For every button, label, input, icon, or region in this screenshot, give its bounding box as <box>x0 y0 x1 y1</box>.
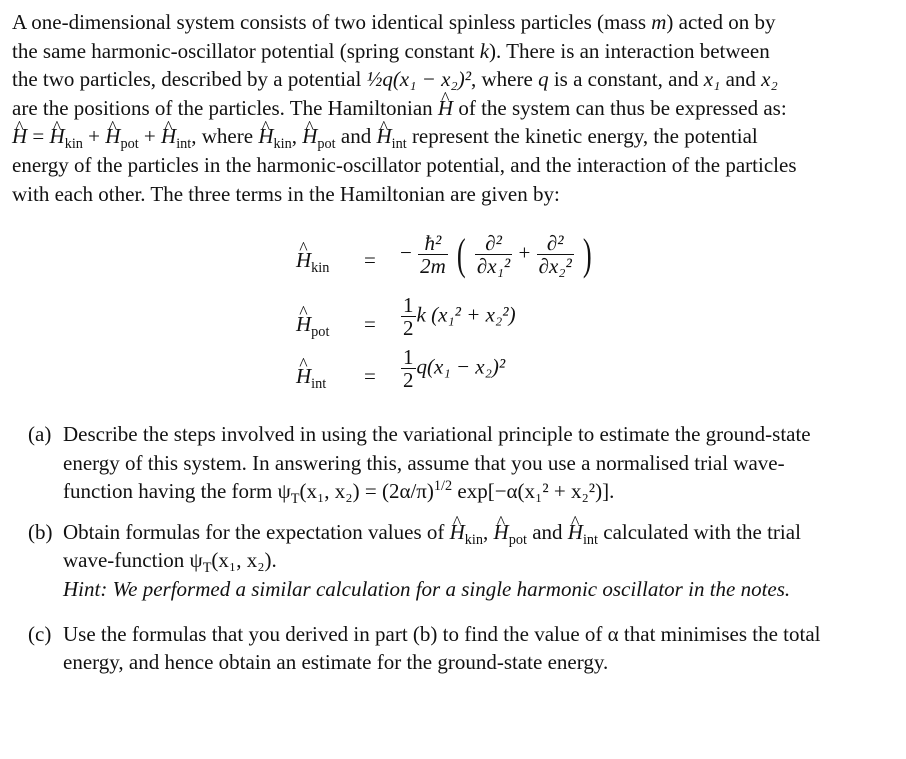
one-half: $\frac{1}{2}$ <box>403 293 414 340</box>
partial-x1: $\frac{\text{∂²}}{\text{∂x₁²}}$ <box>476 231 511 278</box>
question-parts <box>0 420 906 677</box>
intro-line-5: ^ H = ^ $H_{kin}$ + ^ $H_{pot}$ + ^ $H_{int}$, where ^ $H_{kin}$, ^ $H_{pot}$ and ^ $H_{int}$ represent the kinetic energy, the potential <box>12 122 894 151</box>
hamiltonian-equations: ^ $H_{kin}$ = − $\frac{\text{ħ²}}{2m}$ ( $\frac{\text{∂²}}{\text{∂x₁²}}$ + $\frac{\text{∂²}}{\text{∂x₂²}}$ ) ^ $H_{pot}$ = $\frac{1}{2}$ k (x₁² + x₂²) ^ $H_{int}$ = $\frac{1}{2}$ q(x₁ − x₂)² <box>0 224 906 404</box>
one-half: $\frac{1}{2}$ <box>403 345 414 392</box>
part-c: (c) Use the formulas that you derived in part (b) to find the value of α that minimises the total energy, and hence obtain an estimate for the ground-state energy. <box>28 621 821 675</box>
part-b: (b) Obtain formulas for the expectation values of ^ $H_{kin}$, ^ $H_{pot}$ and ^ $H_{int}$ calculated with the trial wave-function $\psi_T(x_1$, x₂). Hint: We performed a similar calculation for a single harmonic oscillator in the notes. <box>0 518 906 604</box>
intro-line-1: A one-dimensional system consists of two identical spinless particles (mass m) acted on by <box>12 10 776 34</box>
intro-line-4: are the positions of the particles. The Hamiltonian ^ H of the system can thus be expressed as: <box>12 94 894 123</box>
mass-symbol: m <box>651 10 667 34</box>
intro-line-7: with each other. The three terms in the Hamiltonian are given by: <box>12 181 560 206</box>
intro-line-3: the two particles, described by a potential ½q(x₁ − x₂)², where q is a constant, and x₁ and x₂ <box>12 67 778 92</box>
intro-paragraph <box>12 8 894 208</box>
part-b-hint: Hint: We performed a similar calculation for a single harmonic oscillator in the notes. <box>63 576 791 601</box>
part-b-label: (b) <box>28 519 53 544</box>
interaction-potential: ½q(x₁ − x₂)² <box>366 67 472 92</box>
part-a: (a) Describe the steps involved in using the variational principle to estimate the ground-state energy of this system. In answering this, assume that you use a normalised trial wave- function having the form $\psi_T(x_1$, $x_2) = (2\alpha/\pi)^{1/2}$ exp[−α(x₁² + x₂²)]. <box>28 422 811 508</box>
intro-line-2: the same harmonic-oscillator potential (spring constant k). There is an interaction between <box>12 38 770 63</box>
hamiltonian-symbol: ^ H <box>438 94 453 123</box>
part-a-label: (a) <box>28 422 52 446</box>
hbar-over-2m: $\frac{\text{ħ²}}{2m}$ <box>420 231 446 278</box>
part-c-label: (c) <box>28 621 52 646</box>
intro-line-6: energy of the particles in the harmonic-oscillator potential, and the interaction of the particles <box>12 152 797 177</box>
partial-x2: $\frac{\text{∂²}}{\text{∂x₂²}}$ <box>538 231 572 278</box>
spring-constant-symbol: k <box>479 38 490 63</box>
